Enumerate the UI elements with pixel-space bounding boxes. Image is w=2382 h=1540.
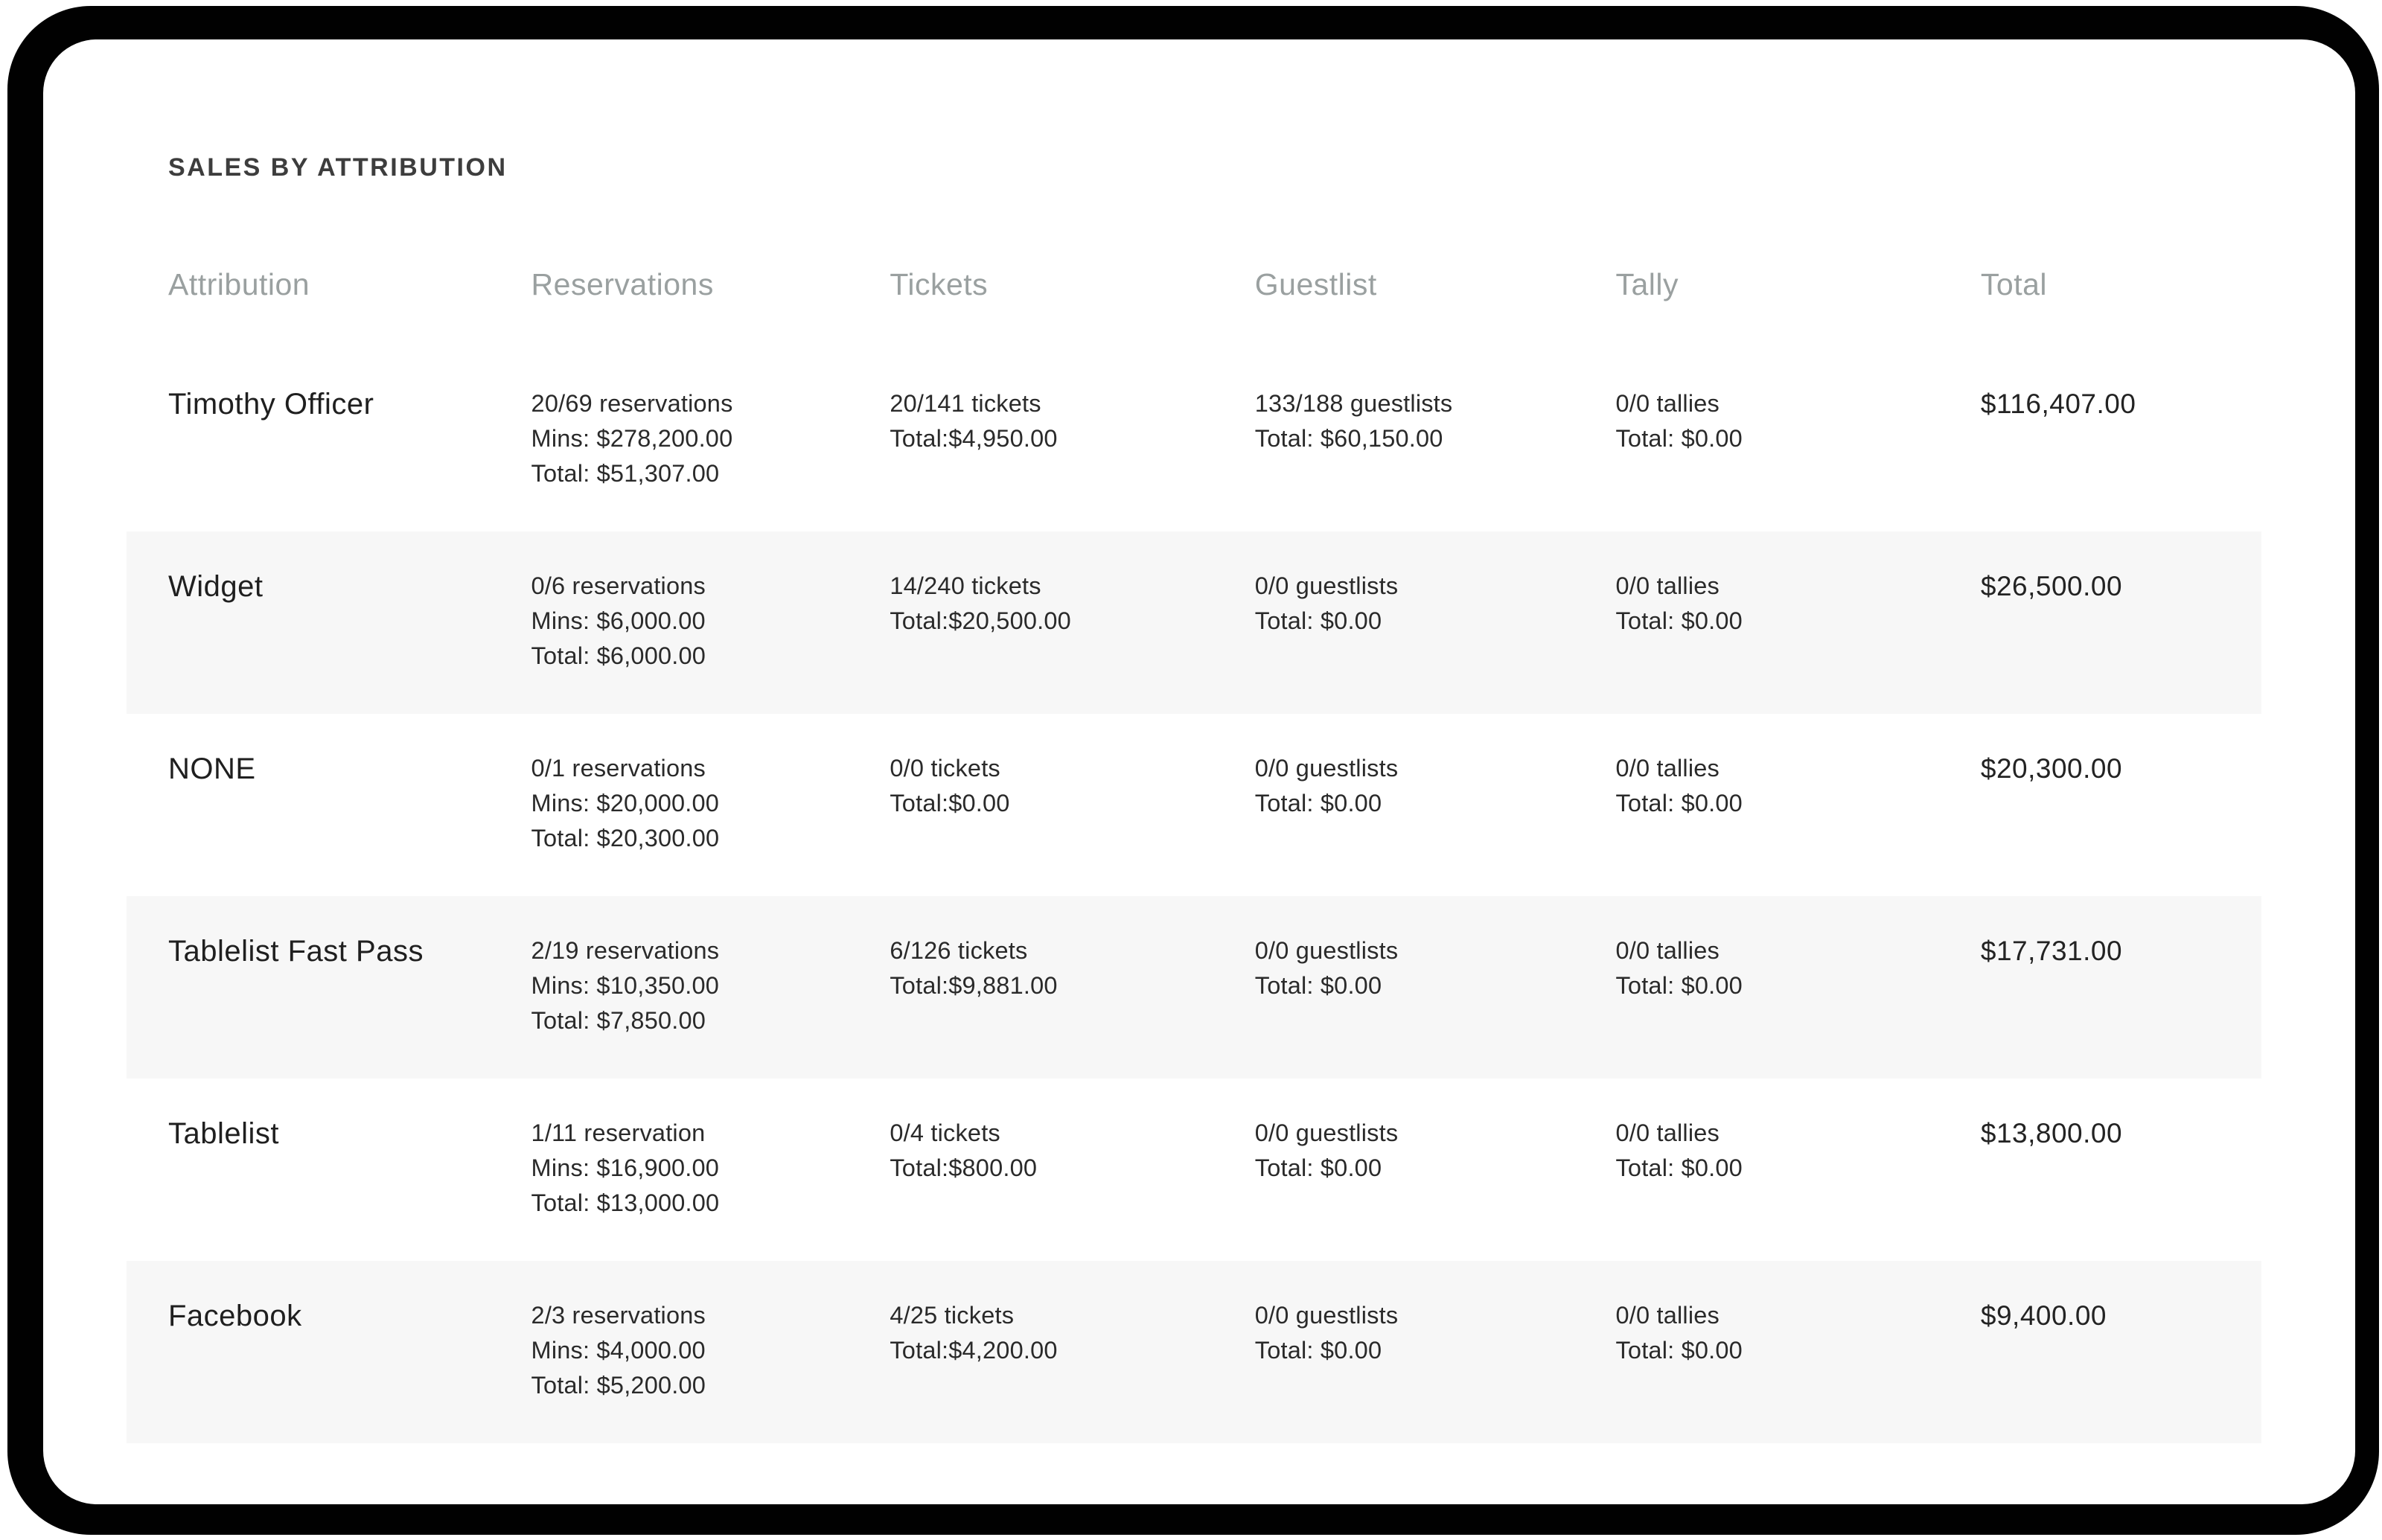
tally-line: 0/0 tallies xyxy=(1615,572,1720,599)
tally-line: Total: $0.00 xyxy=(1615,972,1743,999)
guestlist-cell xyxy=(1213,1116,1574,1246)
tally-cell xyxy=(1574,386,1938,517)
total-cell xyxy=(1939,1116,2261,1246)
total-value: $9,400.00 xyxy=(1980,1300,2107,1331)
tickets-line: Total:$9,881.00 xyxy=(890,972,1058,999)
attribution-name: Widget xyxy=(168,570,264,603)
column-header-tally: Tally xyxy=(1615,267,1679,301)
reservations-cell xyxy=(490,1116,849,1246)
tickets-cell xyxy=(848,1116,1213,1246)
guestlist-line: 0/0 guestlists xyxy=(1254,572,1399,599)
attribution-name: NONE xyxy=(168,753,256,785)
reservations-line: Total: $13,000.00 xyxy=(531,1189,720,1216)
reservations-line: Total: $51,307.00 xyxy=(531,460,720,487)
guestlist-cell xyxy=(1213,933,1574,1064)
reservations-line: 2/3 reservations xyxy=(531,1302,706,1329)
reservations-cell xyxy=(490,1298,849,1428)
guestlist-line: Total: $0.00 xyxy=(1254,1337,1382,1364)
guestlist-line: 0/0 guestlists xyxy=(1254,937,1399,964)
guestlist-cell xyxy=(1213,1298,1574,1428)
attribution-cell xyxy=(127,569,490,699)
guestlist-line: 133/188 guestlists xyxy=(1254,390,1453,417)
column-header-attribution: Attribution xyxy=(168,267,310,301)
tally-line: Total: $0.00 xyxy=(1615,607,1743,634)
attribution-cell xyxy=(127,751,490,881)
reservations-cell xyxy=(490,751,849,881)
tickets-line: Total:$20,500.00 xyxy=(890,607,1071,634)
tally-cell xyxy=(1574,933,1938,1064)
tally-cell xyxy=(1574,569,1938,699)
reservations-line: Mins: $6,000.00 xyxy=(531,607,706,634)
tickets-line: 0/4 tickets xyxy=(890,1119,1000,1146)
tally-line: 0/0 tallies xyxy=(1615,1302,1720,1329)
tickets-line: Total:$800.00 xyxy=(890,1154,1038,1181)
tickets-line: 4/25 tickets xyxy=(890,1302,1015,1329)
reservations-cell xyxy=(490,569,849,699)
reservations-line: 0/1 reservations xyxy=(531,755,706,782)
tally-line: 0/0 tallies xyxy=(1615,390,1720,417)
tally-cell xyxy=(1574,751,1938,881)
guestlist-line: Total: $0.00 xyxy=(1254,1154,1382,1181)
guestlist-cell xyxy=(1213,751,1574,881)
table-row xyxy=(127,1079,2261,1261)
total-value: $13,800.00 xyxy=(1980,1118,2123,1148)
guestlist-line: Total: $0.00 xyxy=(1254,607,1382,634)
tally-cell xyxy=(1574,1298,1938,1428)
guestlist-line: Total: $0.00 xyxy=(1254,972,1382,999)
column-header-tickets: Tickets xyxy=(890,267,989,301)
table-row xyxy=(127,349,2261,531)
reservations-cell xyxy=(490,386,849,517)
tickets-cell xyxy=(848,751,1213,881)
guestlist-line: 0/0 guestlists xyxy=(1254,755,1399,782)
table-body xyxy=(127,349,2261,1443)
tally-line: Total: $0.00 xyxy=(1615,425,1743,452)
tickets-line: 14/240 tickets xyxy=(890,572,1041,599)
reservations-line: Mins: $278,200.00 xyxy=(531,425,733,452)
attribution-cell xyxy=(127,1116,490,1246)
attribution-name: Facebook xyxy=(168,1300,302,1332)
tally-line: Total: $0.00 xyxy=(1615,790,1743,817)
reservations-line: Mins: $20,000.00 xyxy=(531,790,720,817)
reservations-line: Mins: $10,350.00 xyxy=(531,972,720,999)
page-title: SALES BY ATTRIBUTION xyxy=(168,153,508,182)
reservations-line: Total: $5,200.00 xyxy=(531,1372,706,1399)
total-cell xyxy=(1939,751,2261,881)
tickets-cell xyxy=(848,386,1213,517)
tickets-line: 20/141 tickets xyxy=(890,390,1041,417)
reservations-line: Total: $20,300.00 xyxy=(531,825,720,852)
reservations-line: Total: $7,850.00 xyxy=(531,1007,706,1034)
tickets-line: 6/126 tickets xyxy=(890,937,1028,964)
attribution-cell xyxy=(127,933,490,1064)
reservations-line: Total: $6,000.00 xyxy=(531,642,706,669)
tickets-cell xyxy=(848,1298,1213,1428)
tickets-line: Total:$4,950.00 xyxy=(890,425,1058,452)
attribution-name: Tablelist xyxy=(168,1117,280,1150)
total-cell xyxy=(1939,569,2261,699)
column-header-total: Total xyxy=(1980,267,2047,301)
table-row xyxy=(127,531,2261,714)
total-cell xyxy=(1939,1298,2261,1428)
reservations-line: Mins: $4,000.00 xyxy=(531,1337,706,1364)
column-header-reservations: Reservations xyxy=(531,267,714,301)
guestlist-line: Total: $60,150.00 xyxy=(1254,425,1443,452)
total-value: $116,407.00 xyxy=(1980,389,2136,419)
table-row xyxy=(127,714,2261,896)
table-header-row xyxy=(127,267,2261,301)
tickets-line: Total:$4,200.00 xyxy=(890,1337,1058,1364)
tickets-cell xyxy=(848,933,1213,1064)
tally-line: 0/0 tallies xyxy=(1615,755,1720,782)
report-card-content xyxy=(43,39,2355,1443)
tally-line: Total: $0.00 xyxy=(1615,1154,1743,1181)
reservations-cell xyxy=(490,933,849,1064)
tally-line: 0/0 tallies xyxy=(1615,937,1720,964)
total-value: $26,500.00 xyxy=(1980,571,2123,601)
guestlist-cell xyxy=(1213,569,1574,699)
black-rounded-frame xyxy=(7,6,2379,1535)
tally-cell xyxy=(1574,1116,1938,1246)
reservations-line: 20/69 reservations xyxy=(531,390,733,417)
tally-line: 0/0 tallies xyxy=(1615,1119,1720,1146)
total-cell xyxy=(1939,933,2261,1064)
attribution-name: Tablelist Fast Pass xyxy=(168,935,424,968)
tally-line: Total: $0.00 xyxy=(1615,1337,1743,1364)
tickets-line: 0/0 tickets xyxy=(890,755,1000,782)
report-card xyxy=(43,39,2355,1504)
tickets-cell xyxy=(848,569,1213,699)
tickets-line: Total:$0.00 xyxy=(890,790,1010,817)
table-row xyxy=(127,1261,2261,1443)
column-header-guestlist: Guestlist xyxy=(1254,267,1377,301)
total-cell xyxy=(1939,386,2261,517)
guestlist-cell xyxy=(1213,386,1574,517)
reservations-line: 2/19 reservations xyxy=(531,937,720,964)
reservations-line: Mins: $16,900.00 xyxy=(531,1154,720,1181)
attribution-cell xyxy=(127,386,490,517)
reservations-line: 0/6 reservations xyxy=(531,572,706,599)
attribution-name: Timothy Officer xyxy=(168,388,374,421)
guestlist-line: Total: $0.00 xyxy=(1254,790,1382,817)
guestlist-line: 0/0 guestlists xyxy=(1254,1119,1399,1146)
guestlist-line: 0/0 guestlists xyxy=(1254,1302,1399,1329)
reservations-line: 1/11 reservation xyxy=(531,1119,706,1146)
attribution-cell xyxy=(127,1298,490,1428)
total-value: $20,300.00 xyxy=(1980,753,2123,784)
total-value: $17,731.00 xyxy=(1980,936,2123,966)
table-row xyxy=(127,896,2261,1079)
